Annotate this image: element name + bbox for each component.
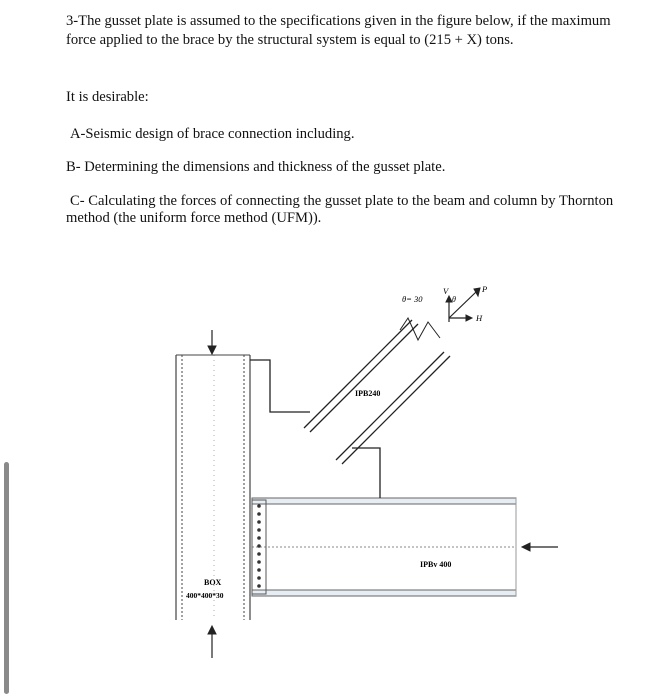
column-arrow-bottom [208, 626, 216, 658]
beam-label: IPBv 400 [420, 560, 452, 569]
brace-label: IPB240 [355, 389, 381, 398]
column-label-box: BOX [204, 578, 222, 587]
force-diagram [446, 288, 480, 322]
beam-end-plate [252, 500, 266, 594]
question-intro-line2: force applied to the brace by the structural system is equal to (215 + X) tons. [66, 32, 514, 48]
force-v-label: V [443, 286, 449, 296]
item-a: A-Seismic design of brace connection including. [70, 126, 355, 142]
beam-arrow [522, 543, 558, 551]
item-c-line2: method (the uniform force method (UFM)). [66, 210, 322, 226]
item-b: B- Determining the dimensions and thickness of the gusset plate. [66, 159, 446, 175]
desirable-heading: It is desirable: [66, 89, 149, 105]
item-c-line1: C- Calculating the forces of connecting the gusset plate to the beam and column by Thornton [70, 193, 614, 209]
beam [252, 498, 516, 596]
question-intro-line1: 3-The gusset plate is assumed to the specifications given in the figure below, if the maximum [66, 13, 611, 29]
angle-label: θ [452, 295, 456, 304]
force-p-label: P [482, 284, 488, 294]
column-label-size: 400*400*30 [186, 591, 224, 600]
column-arrow-top [208, 330, 216, 354]
theta-label: θ= 30 [402, 294, 423, 304]
force-h-label: H [476, 313, 483, 323]
